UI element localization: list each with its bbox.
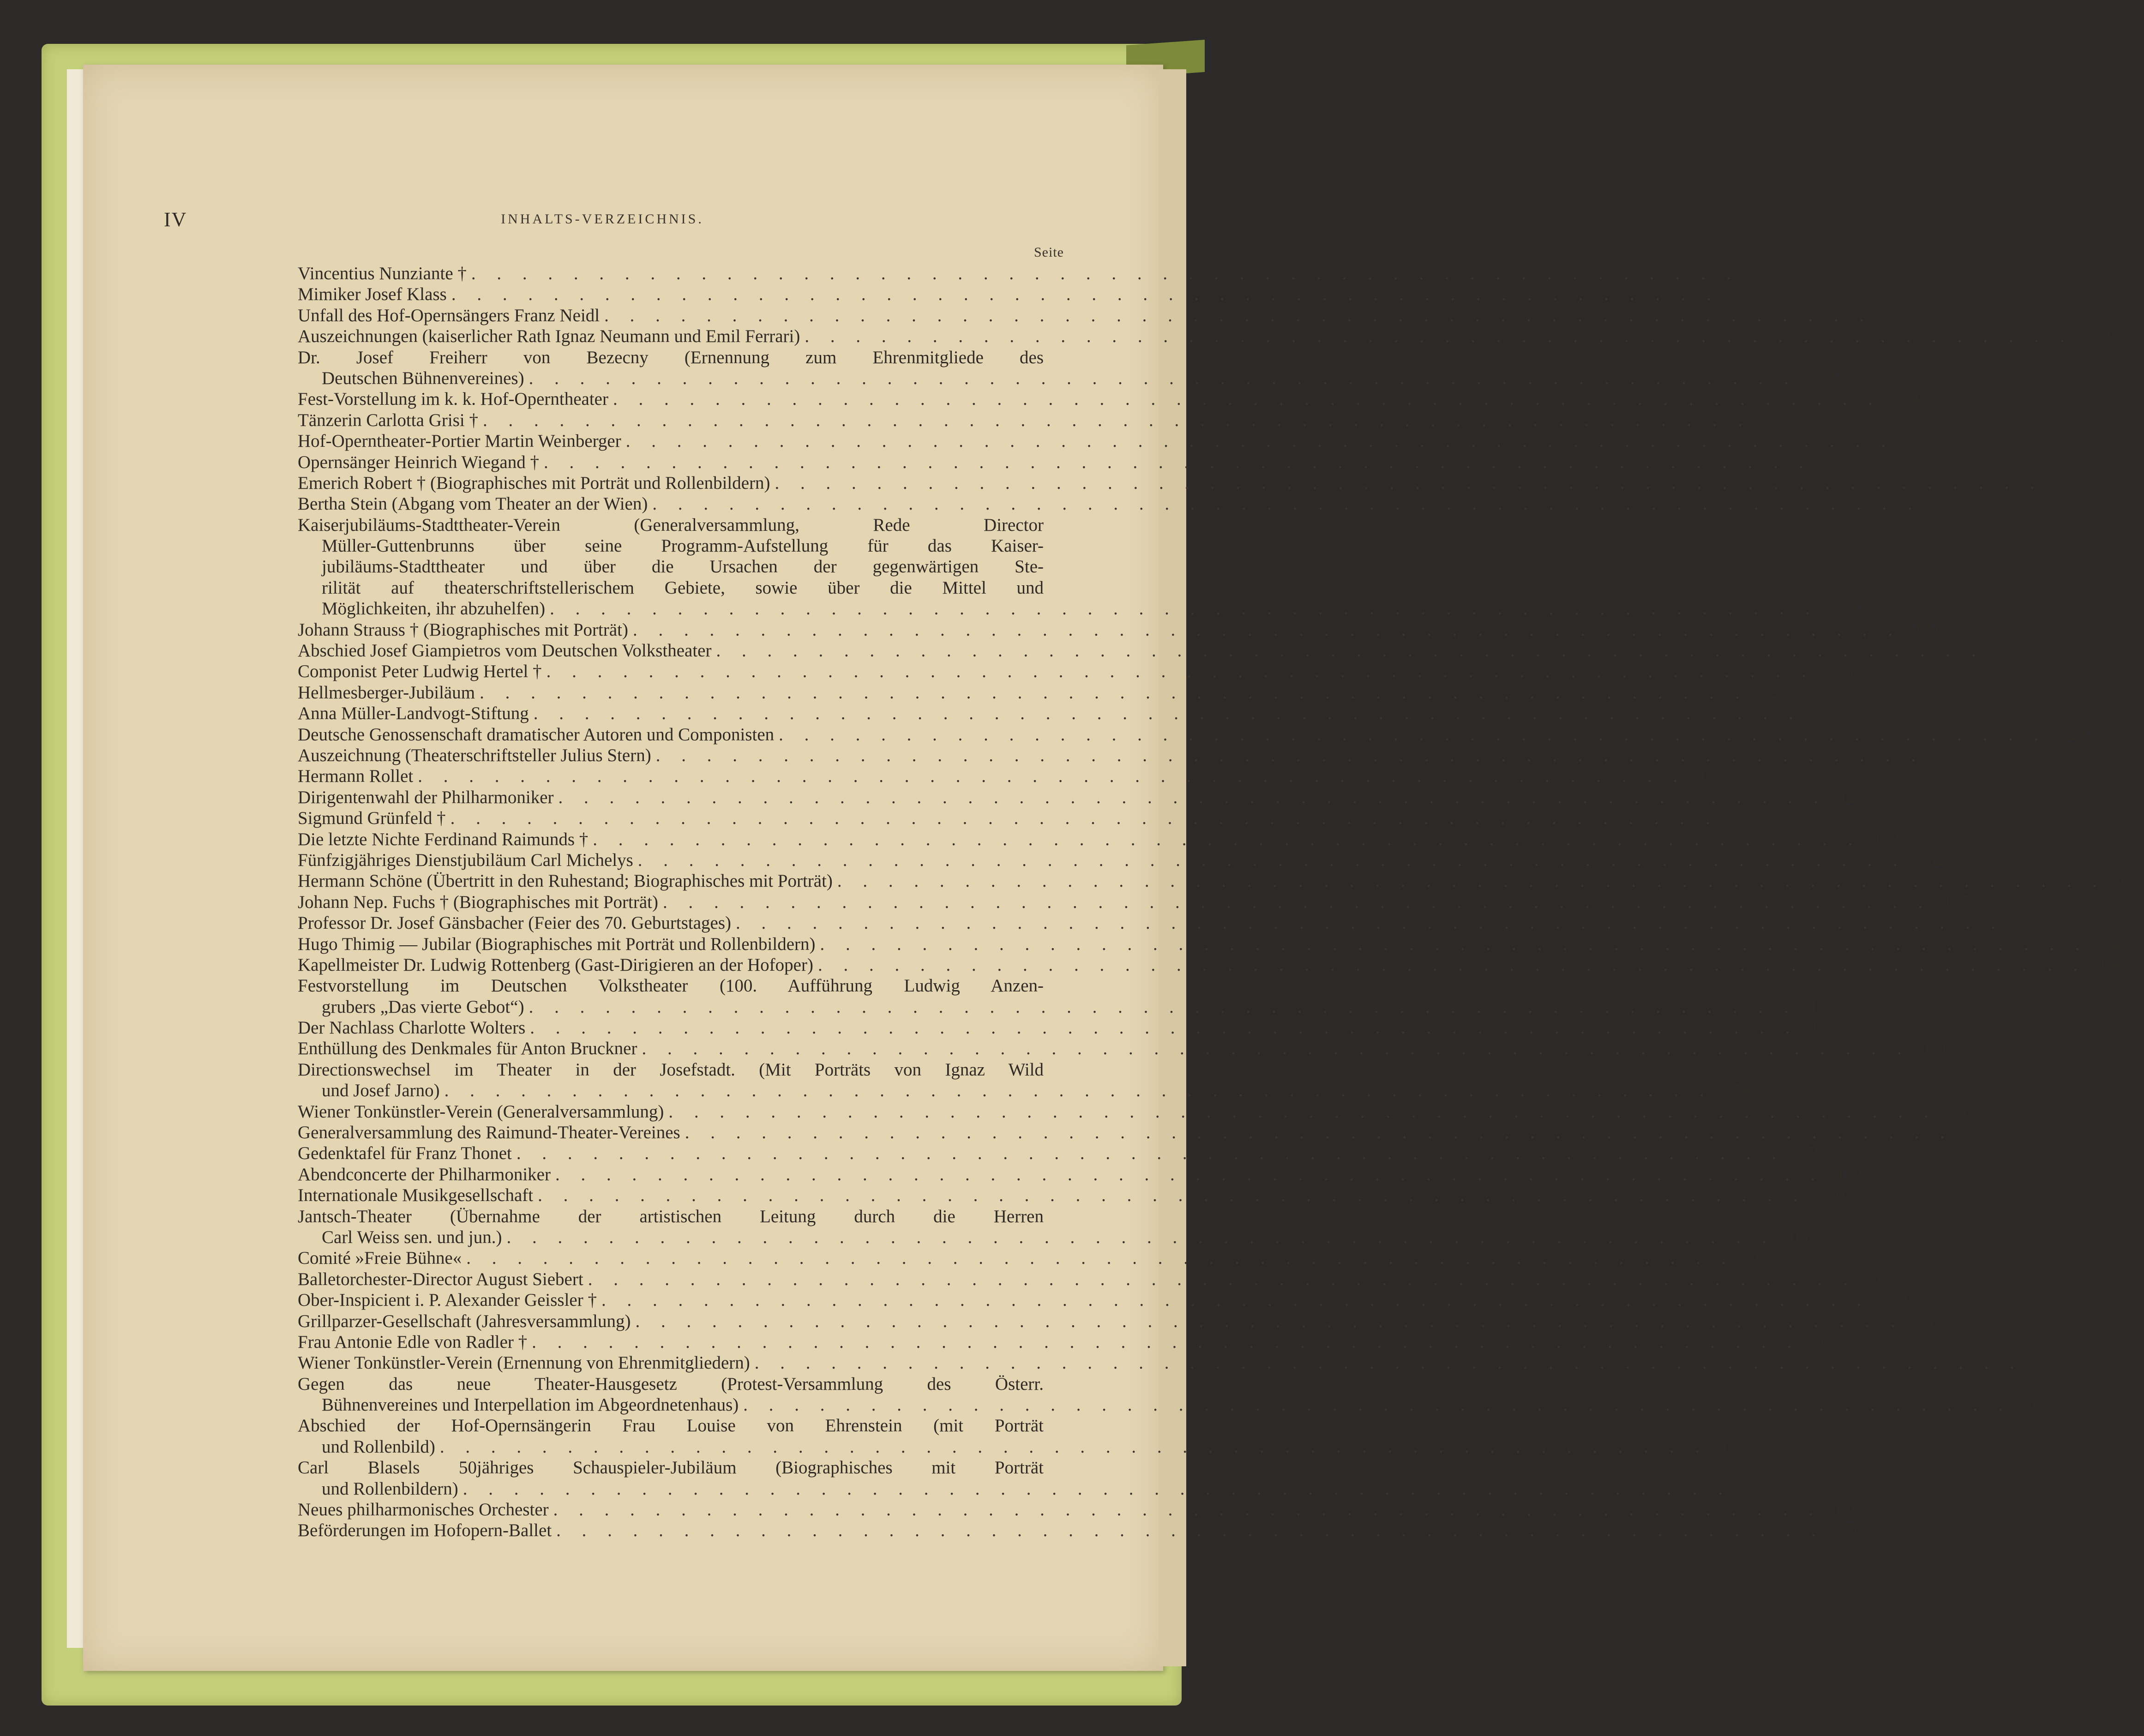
- toc-entry-line: [298, 1248, 1773, 1268]
- toc-entry-title: Vincentius Nunziante †: [298, 264, 467, 283]
- dot-leader: . . . . . . . . . . . . . . . . . . . . . . . . . . . . . . . . . . . . . . . . . . . . . . . . . .: [655, 745, 1924, 765]
- toc-entry-page: 162: [1812, 1332, 1839, 1352]
- dot-leader: . . . . . . . . . . . . . . . . . . . . . . . . . . . . . . . . . . . . . . . . . . . . . . . . . .: [685, 1123, 1953, 1143]
- toc-entry-line: [298, 1415, 1082, 1436]
- toc-entry-line: [298, 724, 2086, 745]
- toc-entry-line: [298, 1332, 1839, 1352]
- toc-entry-page-spacer: [1044, 1457, 1082, 1478]
- toc-entry-page: 99: [1839, 599, 1857, 619]
- toc-entry-line: [298, 1269, 1895, 1290]
- toc-entry-title: Hellmesberger-Jubiläum: [298, 682, 475, 703]
- toc-entry-page: 157: [1949, 1101, 1976, 1121]
- toc-entry-title: Neues philharmonisches Orchester: [298, 1500, 549, 1520]
- dot-leader: . . . . . . . . . . . . . . . . . . . . . . . . . . . . . . . . . . . . . . . . . . . . . . . . . .: [480, 682, 1748, 703]
- toc-entry-title: Ober-Inspicient i. P. Alexander Geissler †: [298, 1290, 597, 1310]
- toc-entry-title: Frau Antonie Edle von Radler †: [298, 1332, 528, 1352]
- toc-entry-page-spacer: [1044, 975, 1082, 996]
- toc-entry-title: Wiener Tonkünstler-Verein (Ernennung von Ehrenmitgliedern): [298, 1353, 750, 1373]
- toc-entry-line: [298, 766, 1725, 787]
- dot-leader: . . . . . . . . . . . . . . . . . . . . . . . . . . . . . . . . . . . . . . . . . . . . . . . . . .: [444, 1081, 1712, 1101]
- toc-entry-page: 131: [1730, 808, 1757, 828]
- toc-entry-title: Abschied der Hof-Opernsängerin Frau Louise von Ehrenstein (mit Porträt: [298, 1416, 1044, 1436]
- toc-entry-page: 104: [1913, 619, 1940, 639]
- toc-entry-title: Beförderungen im Hofopern-Ballet: [298, 1520, 552, 1541]
- toc-entry-title: Deutschen Bühnenvereines): [322, 368, 524, 388]
- toc-entry-line: [298, 410, 1790, 431]
- dot-leader: . . . . . . . . . . . . . . . . . . . . . . . . . . . . . . . . . . . . . . . . . . . . . . . . . .: [736, 913, 2004, 933]
- dot-leader: . . . . . . . . . . . . . . . . . . . . . . . . . . . . . . . . . . . . . . . . . . . . . . . . . .: [601, 1290, 1870, 1310]
- toc-entry-page: 160: [1787, 1227, 1814, 1247]
- toc-entry-line: [298, 850, 1945, 871]
- toc-entry-line: [298, 284, 1759, 305]
- dot-leader: . . . . . . . . . . . . . . . . . . . . . . . . . . . . . . . . . . . . . . . . . . . . . . . . . .: [439, 1436, 1708, 1457]
- toc-entry-title: Johann Strauss † (Biographisches mit Porträt): [298, 619, 628, 640]
- dot-leader: . . . . . . . . . . . . . . . . . . . . . . . . . . . . . . . . . . . . . . . . . . . . . . . . . .: [530, 1018, 1798, 1038]
- toc-entry-line: [298, 1499, 1860, 1520]
- toc-entry-line: [298, 473, 2082, 493]
- toc-entry-line: [298, 745, 1963, 766]
- dot-leader: . . . . . . . . . . . . . . . . . . . . . . . . . . . . . . . . . . . . . . . . . . . . . . . . . .: [652, 494, 1921, 514]
- toc-entry-page: 128: [1760, 682, 1787, 702]
- toc-entry-title: Carl Blasels 50jähriges Schauspieler-Jubiläum (Biographisches mit Porträt: [298, 1458, 1044, 1478]
- toc-entry-line: [298, 1059, 1082, 1080]
- toc-entry-page: 159: [1836, 1164, 1862, 1184]
- dot-leader: . . . . . . . . . . . . . . . . . . . . . . . . . . . . . . . . . . . . . . . . . . . . . . . . . .: [471, 264, 1740, 283]
- toc-entry-line: [298, 1143, 1824, 1164]
- dot-leader: . . . . . . . . . . . . . . . . . . . . . . . . . . . . . . . . . . . . . . . . . . . . . . . . . .: [625, 431, 1894, 451]
- toc-entry-title: Mimiker Josef Klass: [298, 284, 447, 305]
- toc-entry-title: und Josef Jarno): [322, 1081, 440, 1101]
- toc-entry-page: 98: [1941, 494, 1959, 514]
- toc-entry-title: Der Nachlass Charlotte Wolters: [298, 1018, 526, 1038]
- toc-entry-page: 151: [1922, 1039, 1949, 1058]
- toc-entry-page: 83: [1741, 284, 1759, 304]
- toc-entry-title: Comité »Freie Bühne«: [298, 1248, 462, 1268]
- toc-entry-title: Directionswechsel im Theater in der Josefstadt. (Mit Porträts von Ignaz Wild: [298, 1059, 1044, 1080]
- dot-leader: . . . . . . . . . . . . . . . . . . . . . . . . . . . . . . . . . . . . . . . . . . . . . . . . . .: [462, 1478, 1731, 1499]
- toc-entry-title: Carl Weiss sen. und jun.): [322, 1227, 502, 1247]
- toc-entry-page: 128: [1826, 661, 1853, 681]
- toc-entry-page: 143: [2100, 934, 2127, 954]
- toc-entry-page: 84: [2094, 326, 2112, 346]
- toc-entry-page: 87: [1915, 431, 1933, 451]
- toc-entry-line: [298, 1520, 1863, 1541]
- toc-entry-title: Dirigentenwahl der Philharmoniker: [298, 787, 554, 807]
- toc-entry-line: [298, 1122, 1992, 1143]
- toc-entry-title: rilität auf theaterschriftstellerischem Gebiete, sowie über die Mittel und: [322, 577, 1044, 598]
- toc-entry-line: [298, 305, 1911, 326]
- toc-entry-page: 148: [1809, 997, 1836, 1016]
- toc-entry-title: Balletorchester-Director August Siebert: [298, 1269, 583, 1289]
- dot-leader: . . . . . . . . . . . . . . . . . . . . . . . . . . . . . . . . . . . . . . . . . . . . . . . . . .: [516, 1143, 1785, 1164]
- toc-entry-title: Bühnenvereines und Interpellation im Abgeordnetenhaus): [322, 1395, 739, 1415]
- toc-entry-title: Tänzerin Carlotta Grisi †: [298, 410, 478, 430]
- toc-entry-page-spacer: [1044, 577, 1082, 598]
- dot-leader: . . . . . . . . . . . . . . . . . . . . . . . . . . . . . . . . . . . . . . . . . . . . . . . . . .: [482, 410, 1751, 430]
- toc-entry-title: Dr. Josef Freiherr von Bezecny (Ernennung zum Ehrenmitgliede des: [298, 347, 1044, 367]
- toc-entry-title: Opernsänger Heinrich Wiegand †: [298, 452, 539, 472]
- toc-entry-page: 161: [1868, 1269, 1895, 1289]
- dot-leader: . . . . . . . . . . . . . . . . . . . . . . . . . . . . . . . . . . . . . . . . . . . . . . . . . .: [635, 1311, 1904, 1331]
- toc-entry-title: Bertha Stein (Abgang vom Theater an der Wien): [298, 494, 648, 514]
- dot-leader: . . . . . . . . . . . . . . . . . . . . . . . . . . . . . . . . . . . . . . . . . . . . . . . . . .: [743, 1395, 2012, 1415]
- toc-entry-line: [298, 703, 1840, 724]
- toc-entry-title: Wiener Tonkünstler-Verein (Generalversammlung): [298, 1101, 664, 1122]
- toc-entry-line: [298, 640, 2023, 661]
- toc-entry-title: und Rollenbild): [322, 1436, 435, 1457]
- toc-entry-line: [298, 598, 1857, 619]
- dot-leader: . . . . . . . . . . . . . . . . . . . . . . . . . . . . . . . . . . . . . . . . . . . . . . . . . .: [805, 326, 2073, 347]
- toc-entry-page: 132: [1873, 829, 1900, 849]
- toc-entry-line: [298, 892, 1970, 913]
- toc-entry-page-spacer: [1044, 1059, 1082, 1080]
- toc-entry-page: 150: [1810, 1018, 1837, 1038]
- toc-entry-page: 84: [1902, 389, 1920, 409]
- dot-leader: . . . . . . . . . . . . . . . . . . . . . . . . . . . . . . . . . . . . . . . . . . . . . . . . . .: [543, 452, 1812, 472]
- toc-entry-title: Kapellmeister Dr. Ludwig Rottenberg (Gast-Dirigieren an der Hofoper): [298, 955, 813, 975]
- toc-entry-page: 157: [1965, 1123, 1992, 1142]
- toc-entry-page: 134: [2118, 871, 2144, 891]
- toc-entry-page: 84: [1818, 368, 1836, 388]
- toc-entry-line: [298, 1394, 2050, 1415]
- dot-leader: . . . . . . . . . . . . . . . . . . . . . . . . . . . . . . . . . . . . . . . . . . . . . . . . . .: [553, 1500, 1821, 1520]
- toc-entry-title: Deutsche Genossenschaft dramatischer Autoren und Componisten: [298, 724, 775, 745]
- toc-entry-line: [298, 1227, 1814, 1248]
- dot-leader: . . . . . . . . . . . . . . . . . . . . . . . . . . . . . . . . . . . . . . . . . . . . . . . . . .: [837, 871, 2106, 891]
- toc-entry-title: Müller-Guttenbrunns über seine Programm-Aufstellung für das Kaiser-: [322, 536, 1044, 556]
- toc-entry-title: Fünfzigjähriges Dienstjubiläum Carl Michelys: [298, 850, 633, 870]
- dot-leader: . . . . . . . . . . . . . . . . . . . . . . . . . . . . . . . . . . . . . . . . . . . . . . . . . .: [604, 305, 1873, 325]
- toc-entry-page: 161: [1747, 1248, 1773, 1268]
- table-of-contents: [298, 263, 2144, 1541]
- toc-entry-page: 86: [1772, 410, 1790, 430]
- toc-entry-line: [298, 829, 1900, 850]
- dot-leader: . . . . . . . . . . . . . . . . . . . . . . . . . . . . . . . . . . . . . . . . . . . . . . . . . .: [418, 766, 1686, 787]
- toc-entry-line: [298, 1457, 1082, 1478]
- toc-entry-title: Die letzte Nichte Ferdinand Raimunds †: [298, 829, 589, 849]
- toc-entry-line: [298, 556, 1082, 577]
- toc-entry-page-spacer: [1044, 556, 1082, 577]
- dot-leader: . . . . . . . . . . . . . . . . . . . . . . . . . . . . . . . . . . . . . . . . . . . . . . . . . .: [662, 892, 1931, 912]
- toc-entry-title: und Rollenbildern): [322, 1478, 458, 1499]
- toc-entry-page: 176: [1833, 1500, 1860, 1520]
- toc-entry-line: [298, 1206, 1082, 1227]
- toc-entry-page-spacer: [1044, 1374, 1082, 1394]
- toc-entry-page: 162: [2035, 1353, 2061, 1373]
- toc-entry-line: [298, 577, 1082, 598]
- toc-entry-line: [298, 1290, 1909, 1310]
- toc-entry-line: [298, 431, 1933, 451]
- toc-entry-title: grubers „Das vierte Gebot“): [322, 997, 524, 1017]
- toc-entry-title: Hof-Operntheater-Portier Martin Weinberger: [298, 431, 621, 451]
- toc-entry-line: [298, 263, 1778, 284]
- dot-leader: . . . . . . . . . . . . . . . . . . . . . . . . . . . . . . . . . . . . . . . . . . . . . . . . . .: [558, 787, 1826, 807]
- toc-entry-title: jubiläums-Stadttheater und über die Ursachen der gegenwärtigen Ste-: [322, 557, 1044, 577]
- toc-entry-title: Internationale Musikgesellschaft: [298, 1185, 534, 1206]
- dot-leader: . . . . . . . . . . . . . . . . . . . . . . . . . . . . . . . . . . . . . . . . . . . . . . . . . .: [528, 368, 1797, 388]
- toc-entry-line: [298, 452, 1851, 473]
- toc-entry-page: 137: [1943, 892, 1970, 912]
- toc-entry-title: Generalversammlung des Raimund-Theater-Vereines: [298, 1123, 680, 1143]
- toc-entry-title: Auszeichnung (Theaterschriftsteller Julius Stern): [298, 745, 651, 765]
- toc-entry-page-spacer: [1044, 515, 1082, 535]
- toc-entry-page-spacer: [1044, 1206, 1082, 1227]
- toc-entry-page: 87: [2064, 473, 2082, 493]
- toc-entry-line: [298, 368, 1836, 389]
- dot-leader: . . . . . . . . . . . . . . . . . . . . . . . . . . . . . . . . . . . . . . . . . . . . . . . . . .: [779, 724, 2047, 745]
- toc-entry-title: Unfall des Hof-Opernsängers Franz Neidl: [298, 305, 600, 325]
- toc-entry-page: 162: [1916, 1311, 1942, 1331]
- toc-entry-line: [298, 1311, 1942, 1332]
- dot-leader: . . . . . . . . . . . . . . . . . . . . . . . . . . . . . . . . . . . . . . . . . . . . . . . . . .: [593, 829, 1861, 849]
- toc-entry-title: Jantsch-Theater (Übernahme der artistischen Leitung durch die Herren: [298, 1206, 1044, 1226]
- toc-entry-line: [298, 1374, 1082, 1394]
- toc-entry-line: [298, 975, 1082, 996]
- dot-leader: . . . . . . . . . . . . . . . . . . . . . . . . . . . . . . . . . . . . . . . . . . . . . . . . . .: [506, 1227, 1775, 1247]
- toc-entry-line: [298, 913, 2043, 933]
- dot-leader: . . . . . . . . . . . . . . . . . . . . . . . . . . . . . . . . . . . . . . . . . . . . . . . . . .: [546, 661, 1814, 682]
- dot-leader: . . . . . . . . . . . . . . . . . . . . . . . . . . . . . . . . . . . . . . . . . . . . . . . . . .: [555, 1164, 1824, 1184]
- toc-entry-page: 129: [1838, 787, 1865, 807]
- dot-leader: . . . . . . . . . . . . . . . . . . . . . . . . . . . . . . . . . . . . . . . . . . . . . . . . . .: [820, 934, 2088, 954]
- toc-entry-page: 154: [1724, 1081, 1751, 1100]
- running-head: INHALTS-VERZEICHNIS.: [501, 211, 704, 227]
- toc-entry-page: 160: [1818, 1185, 1845, 1205]
- toc-entry-line: [298, 493, 1959, 514]
- toc-entry-title: Johann Nep. Fuchs † (Biographisches mit Porträt): [298, 892, 658, 912]
- toc-entry-page: 129: [1698, 766, 1725, 786]
- toc-entry-title: Enthüllung des Denkmales für Anton Bruckner: [298, 1039, 637, 1059]
- toc-entry-page: 167: [1743, 1478, 1770, 1498]
- toc-entry-page: 129: [2059, 724, 2086, 744]
- toc-entry-line: [298, 1101, 1976, 1122]
- toc-entry-page: 128: [1814, 703, 1840, 723]
- toc-entry-line: [298, 1164, 1862, 1185]
- dot-leader: . . . . . . . . . . . . . . . . . . . . . . . . . . . . . . . . . . . . . . . . . . . . . . . . . .: [633, 619, 1901, 640]
- toc-entry-line: [298, 955, 2125, 975]
- toc-entry-page: 163: [2024, 1395, 2050, 1415]
- toc-entry-title: Componist Peter Ludwig Hertel †: [298, 661, 542, 682]
- toc-entry-line: [298, 1436, 1747, 1457]
- toc-entry-page: 129: [1936, 745, 1963, 765]
- toc-entry-page: 82: [1760, 264, 1778, 283]
- toc-entry-page: 128: [1996, 641, 2023, 661]
- toc-entry-line: [298, 1038, 1949, 1059]
- toc-entry-line: [298, 326, 2112, 347]
- toc-entry-line: [298, 619, 1940, 640]
- toc-entry-page: 148: [2098, 955, 2125, 974]
- toc-entry-title: Hermann Rollet: [298, 766, 414, 787]
- toc-entry-title: Abschied Josef Giampietros vom Deutschen Volkstheater: [298, 641, 712, 661]
- page-column-label: Seite: [1034, 245, 1064, 260]
- dot-leader: . . . . . . . . . . . . . . . . . . . . . . . . . . . . . . . . . . . . . . . . . . . . . . . . . .: [817, 955, 2086, 975]
- toc-entry-title: Grillparzer-Gesellschaft (Jahresversammlung): [298, 1311, 631, 1331]
- toc-entry-title: Gegen das neue Theater-Hausgesetz (Protest-Versammlung des Österr.: [298, 1374, 1044, 1394]
- toc-entry-line: [298, 1478, 1770, 1499]
- dot-leader: . . . . . . . . . . . . . . . . . . . . . . . . . . . . . . . . . . . . . . . . . . . . . . . . . .: [451, 284, 1720, 305]
- toc-entry-title: Emerich Robert † (Biographisches mit Porträt und Rollenbildern): [298, 473, 770, 493]
- toc-entry-title: Hugo Thimig — Jubilar (Biographisches mit Porträt und Rollenbildern): [298, 934, 816, 954]
- toc-entry-line: [298, 661, 1853, 682]
- toc-entry-title: Anna Müller-Landvogt-Stiftung: [298, 703, 529, 724]
- toc-entry-title: Auszeichnungen (kaiserlicher Rath Ignaz Neumann und Emil Ferrari): [298, 326, 800, 347]
- toc-entry-line: [298, 1017, 1837, 1038]
- toc-entry-page-spacer: [1044, 347, 1082, 368]
- dot-leader: . . . . . . . . . . . . . . . . . . . . . . . . . . . . . . . . . . . . . . . . . . . . . . . . . .: [556, 1520, 1825, 1541]
- toc-entry-page: 141: [2016, 913, 2043, 933]
- toc-entry-line: [298, 808, 1757, 829]
- toc-entry-line: [298, 1352, 2061, 1373]
- dot-leader: . . . . . . . . . . . . . . . . . . . . . . . . . . . . . . . . . . . . . . . . . . . . . . . . . .: [538, 1185, 1806, 1206]
- toc-entry-line: [298, 535, 1082, 556]
- dot-leader: . . . . . . . . . . . . . . . . . . . . . . . . . . . . . . . . . . . . . . . . . . . . . . . . . .: [775, 473, 2043, 493]
- toc-entry-page: 83: [1893, 305, 1911, 325]
- page-number: IV: [164, 208, 187, 231]
- toc-entry-title: Fest-Vorstellung im k. k. Hof-Operntheater: [298, 389, 608, 409]
- toc-entry-page: 162: [1882, 1290, 1909, 1310]
- toc-entry-line: [298, 1185, 1845, 1206]
- dot-leader: . . . . . . . . . . . . . . . . . . . . . . . . . . . . . . . . . . . . . . . . . . . . . . . . . .: [754, 1353, 2023, 1373]
- dot-leader: . . . . . . . . . . . . . . . . . . . . . . . . . . . . . . . . . . . . . . . . . . . . . . . . . .: [450, 808, 1718, 829]
- dot-leader: . . . . . . . . . . . . . . . . . . . . . . . . . . . . . . . . . . . . . . . . . . . . . . . . . .: [637, 850, 1906, 870]
- dot-leader: . . . . . . . . . . . . . . . . . . . . . . . . . . . . . . . . . . . . . . . . . . . . . . . . . .: [532, 1332, 1800, 1352]
- toc-entry-title: Hermann Schöne (Übertritt in den Ruhestand; Biographisches mit Porträt): [298, 871, 833, 891]
- toc-entry-page: 166: [1720, 1436, 1747, 1456]
- toc-entry-page: 132: [1918, 850, 1945, 870]
- toc-entry-page: 87: [1833, 452, 1851, 472]
- toc-entry-page: 176: [1837, 1520, 1863, 1540]
- dot-leader: . . . . . . . . . . . . . . . . . . . . . . . . . . . . . . . . . . . . . . . . . . . . . . . . . .: [550, 599, 1818, 619]
- toc-entry-title: Festvorstellung im Deutschen Volkstheater (100. Aufführung Ludwig Anzen-: [298, 976, 1044, 996]
- dot-leader: . . . . . . . . . . . . . . . . . . . . . . . . . . . . . . . . . . . . . . . . . . . . . . . . . .: [533, 703, 1802, 724]
- toc-entry-title: Kaiserjubiläums-Stadttheater-Verein (Generalversammlung, Rede Director: [298, 515, 1044, 535]
- dot-leader: . . . . . . . . . . . . . . . . . . . . . . . . . . . . . . . . . . . . . . . . . . . . . . . . . .: [716, 641, 1984, 661]
- dot-leader: . . . . . . . . . . . . . . . . . . . . . . . . . . . . . . . . . . . . . . . . . . . . . . . . . .: [466, 1248, 1735, 1268]
- toc-entry-title: Professor Dr. Josef Gänsbacher (Feier des 70. Geburtstages): [298, 913, 731, 933]
- toc-entry-page: 159: [1797, 1143, 1824, 1163]
- toc-entry-page-spacer: [1044, 1415, 1082, 1436]
- toc-entry-page-spacer: [1044, 535, 1082, 556]
- toc-entry-line: [298, 934, 2127, 955]
- toc-entry-line: [298, 347, 1082, 368]
- toc-entry-title: Abendconcerte der Philharmoniker: [298, 1164, 551, 1184]
- toc-entry-line: [298, 787, 1865, 808]
- dot-leader: . . . . . . . . . . . . . . . . . . . . . . . . . . . . . . . . . . . . . . . . . . . . . . . . . .: [668, 1101, 1937, 1122]
- toc-entry-line: [298, 682, 1787, 703]
- toc-entry-line: [298, 997, 1836, 1017]
- toc-entry-line: [298, 389, 1920, 409]
- toc-entry-line: [298, 871, 2144, 891]
- page-header: [0, 208, 1205, 235]
- toc-entry-title: Sigmund Grünfeld †: [298, 808, 446, 829]
- dot-leader: . . . . . . . . . . . . . . . . . . . . . . . . . . . . . . . . . . . . . . . . . . . . . . . . . .: [613, 389, 1881, 409]
- toc-entry-title: Gedenktafel für Franz Thonet: [298, 1143, 512, 1164]
- dot-leader: . . . . . . . . . . . . . . . . . . . . . . . . . . . . . . . . . . . . . . . . . . . . . . . . . .: [528, 997, 1797, 1017]
- dot-leader: . . . . . . . . . . . . . . . . . . . . . . . . . . . . . . . . . . . . . . . . . . . . . . . . . .: [642, 1039, 1910, 1059]
- toc-entry-line: [298, 1080, 1751, 1101]
- dot-leader: . . . . . . . . . . . . . . . . . . . . . . . . . . . . . . . . . . . . . . . . . . . . . . . . . .: [588, 1269, 1856, 1289]
- toc-entry-line: [298, 515, 1082, 535]
- toc-entry-title: Möglichkeiten, ihr abzuhelfen): [322, 599, 546, 619]
